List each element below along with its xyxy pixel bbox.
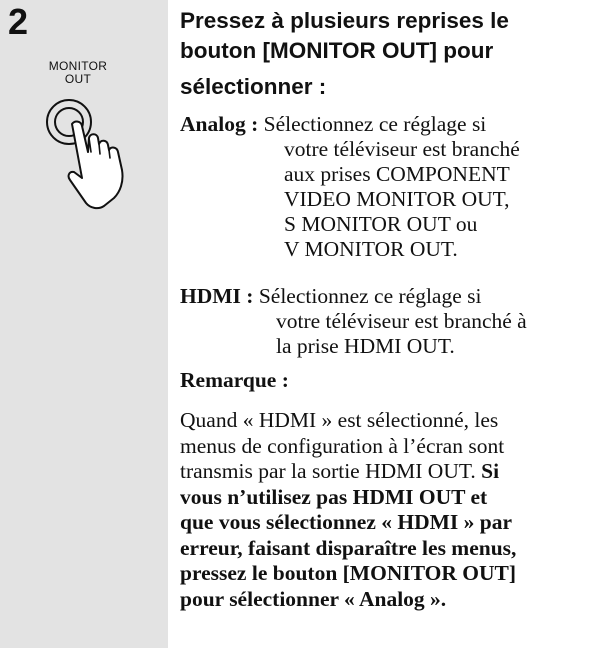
- remark-line: menus de configuration à l’écran sont: [180, 433, 505, 458]
- option-desc-line: votre téléviseur est branché à: [276, 309, 527, 333]
- heading-line: sélectionner :: [180, 74, 327, 99]
- remark-bold-line: vous n’utilisez pas HDMI OUT et: [180, 484, 488, 509]
- remark-title: Remarque :: [180, 368, 289, 392]
- heading-line: bouton [MONITOR OUT] pour: [180, 38, 494, 63]
- option-desc: Sélectionnez ce réglage si: [253, 284, 482, 308]
- remark-bold: Si: [481, 459, 500, 483]
- option-desc-line: votre téléviseur est branché: [284, 137, 520, 161]
- remark-text: [180, 408, 604, 612]
- option-desc-line: V MONITOR OUT.: [284, 237, 458, 261]
- option-desc-line: S MONITOR OUT ou: [284, 212, 478, 236]
- button-label-line: OUT: [64, 72, 92, 86]
- button-label-line: MONITOR: [48, 59, 108, 73]
- option-desc-line: VIDEO MONITOR OUT,: [284, 187, 510, 211]
- remark-line: transmis par la sortie HDMI OUT.: [180, 459, 482, 483]
- remark-bold-line: pour sélectionner « Analog ».: [180, 586, 447, 611]
- option-term: HDMI :: [180, 284, 254, 308]
- remark-bold-line: que vous sélectionnez « HDMI » par: [180, 510, 513, 534]
- step-heading: [180, 6, 600, 102]
- remark-line: Quand « HDMI » est sélectionné, les: [180, 408, 499, 432]
- option-analog: [180, 112, 604, 262]
- option-desc-line: aux prises COMPONENT: [284, 162, 510, 186]
- step-number: 2: [8, 1, 29, 42]
- step-content: [172, 0, 604, 648]
- remark-bold-line: erreur, faisant disparaître les menus,: [180, 535, 517, 560]
- finger-press-button-icon: [42, 94, 132, 214]
- option-hdmi: [180, 284, 604, 359]
- option-term: Analog :: [180, 112, 259, 136]
- step-sidebar: [0, 0, 168, 648]
- heading-line: Pressez à plusieurs reprises le: [180, 8, 509, 33]
- option-desc: Sélectionnez ce réglage si: [258, 112, 487, 136]
- button-label: [36, 60, 120, 86]
- option-desc-line: la prise HDMI OUT.: [276, 334, 455, 358]
- remark-bold-line: pressez le bouton [MONITOR OUT]: [180, 561, 517, 585]
